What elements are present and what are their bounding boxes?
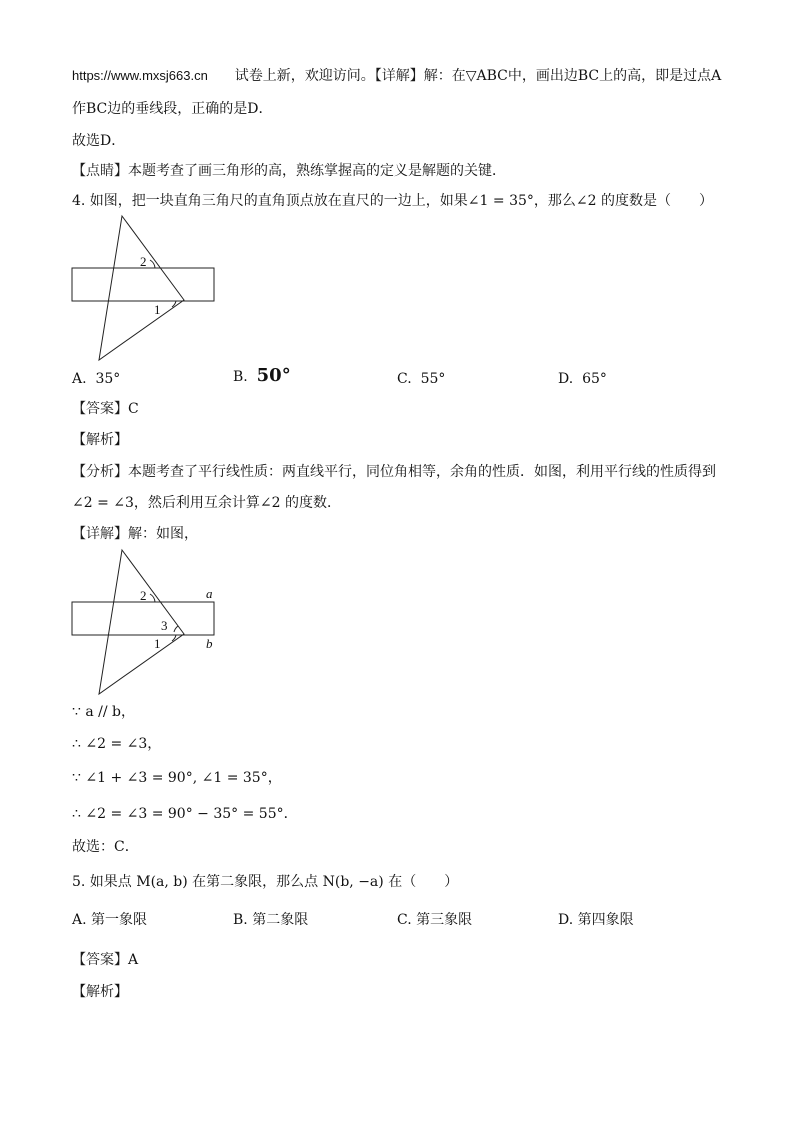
q5-analysis-tag: 【解析】 xyxy=(72,984,128,1000)
q4-option-a: A. 35° xyxy=(72,371,121,387)
q4-xiangjie: 【详解】解：如图， xyxy=(72,526,198,542)
q5-option-d: D. 第四象限 xyxy=(558,912,634,928)
ruler-rect xyxy=(72,268,214,301)
ruler-rect xyxy=(72,602,214,635)
text-line: 作BC边的垂线段，正确的是D． xyxy=(72,101,273,117)
triangle-ruler xyxy=(99,216,184,360)
angle-1-label: 1 xyxy=(154,636,161,651)
figure-1 xyxy=(60,210,230,370)
q4-step-3: ∵ ∠1 + ∠3 = 90°, ∠1 = 35°， xyxy=(72,770,282,786)
q5-option-a: A. 第一象限 xyxy=(72,912,148,928)
q4-answer: 【答案】C xyxy=(72,401,139,417)
q4-step-1: ∵ a // b， xyxy=(72,704,135,720)
q5-option-c: C. 第三象限 xyxy=(397,912,473,928)
detail-tag: 【详解】 xyxy=(374,68,424,84)
angle-3-label: 3 xyxy=(161,618,168,633)
q4-step-2: ∴ ∠2 = ∠3， xyxy=(72,736,162,752)
line-a-label: a xyxy=(206,586,213,601)
angle-2-arc xyxy=(150,594,155,602)
q4-option-c: C. 55° xyxy=(397,371,446,387)
angle-2-label: 2 xyxy=(140,588,147,603)
q4-step-4: ∴ ∠2 = ∠3 = 90° − 35° = 55°． xyxy=(72,806,298,822)
angle-2-arc xyxy=(150,260,155,268)
question-4-stem: 4. 如图，把一块直角三角尺的直角顶点放在直尺的一边上，如果∠1 = 35°，那么∠2 的度数是（ ） xyxy=(72,193,713,209)
detail-text: 解：在▽ABC中，画出边BC上的高，即是过点A xyxy=(423,68,722,84)
q5-answer: 【答案】A xyxy=(72,952,139,968)
q5-option-b: B. 第二象限 xyxy=(233,912,309,928)
text-line: 故选D． xyxy=(72,133,126,149)
dianjing-text: 本题考查了画三角形的高，熟练掌握高的定义是解题的关键． xyxy=(128,163,506,179)
figure-2 xyxy=(60,544,230,704)
dianjing-line xyxy=(72,161,506,181)
triangle-ruler xyxy=(99,550,184,694)
angle-2-label: 2 xyxy=(140,254,147,269)
angle-3-arc xyxy=(174,626,178,632)
angle-1-label: 1 xyxy=(154,302,161,317)
header-line xyxy=(72,66,721,86)
dianjing-tag: 【点睛】 xyxy=(72,163,128,179)
source-url: https://www.mxsj663.cn xyxy=(72,68,208,83)
q4-choose: 故选：C． xyxy=(72,839,139,855)
site-notice: 试卷上新，欢迎访问。 xyxy=(234,68,375,84)
q4-analysis-tag: 【解析】 xyxy=(72,432,128,448)
line-b-label: b xyxy=(206,636,213,651)
q4-fenxi-line-1: 【分析】本题考查了平行线性质：两直线平行，同位角相等，余角的性质．如图，利用平行线的性质得到 xyxy=(72,464,716,480)
question-5-stem: 5. 如果点 M(a, b) 在第二象限，那么点 N(b, −a) 在（ ） xyxy=(72,874,459,890)
q4-option-b: B. 50° xyxy=(233,365,291,386)
q4-option-d: D. 65° xyxy=(558,371,607,387)
q4-fenxi-line-2: ∠2 = ∠3，然后利用互余计算∠2 的度数． xyxy=(72,495,341,511)
